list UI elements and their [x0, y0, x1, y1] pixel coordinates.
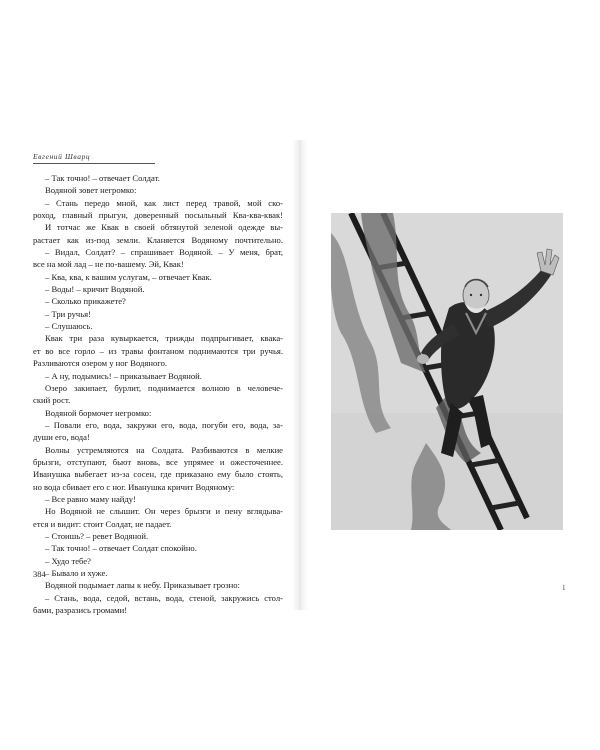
text-line: – Стань, вода, седой, встань, вода, стеной, закружись стол-	[45, 592, 283, 603]
text-line: – Слушаюсь.	[45, 321, 93, 332]
running-head: Евгений Шварц	[33, 152, 91, 161]
text-line: Иванушка выбегает из-за сосен, где приказано ему было стоять,	[33, 469, 283, 480]
text-line: ский рост.	[33, 395, 71, 406]
text-line: Разливаются озером у ног Водяного.	[33, 358, 168, 369]
text-line: бами, разразись громами!	[33, 605, 128, 616]
text-line: брызги, отступают, бьют вновь, все упрямее и ожесточеннее.	[33, 456, 283, 467]
text-line: ется и видит: стоит Солдат, не падает.	[33, 518, 172, 529]
text-line: – Худо тебе?	[45, 555, 91, 566]
text-line: роход, главный прыгун, доверенный посыльный Ква-ква-квак!	[33, 210, 283, 221]
body-text	[33, 172, 283, 616]
illustration-photo	[331, 213, 563, 530]
text-line: – Ква, ква, к вашим услугам, – отвечает Квак.	[45, 271, 212, 282]
running-head-rule	[33, 163, 155, 164]
text-line: растает как из-под земли. Кланяется Водяному почтительно.	[33, 234, 283, 245]
text-line: души его, вода!	[33, 432, 90, 443]
text-line: – Стань передо мной, как лист перед травой, мой ско-	[45, 197, 283, 208]
text-line: Водяной подымает лапы к небу. Приказывает грозно:	[45, 580, 240, 591]
text-line: – Стоишь? – ревет Водяной.	[45, 530, 149, 541]
text-line: И тотчас же Квак в своей обтянутой зеленой одежде вы-	[45, 222, 283, 233]
text-line: но вода сбивает его с ног. Иванушка кричит Водяному:	[33, 481, 235, 492]
text-line: Квак три раза кувыркается, трижды подпрыгивает, квака-	[45, 333, 283, 344]
text-line: ет во все горло – из травы фонтаном поднимаются три ручья.	[33, 345, 283, 356]
right-page-number: 1	[562, 584, 566, 592]
text-line: – А ну, подымись! – приказывает Водяной.	[45, 370, 202, 381]
text-line: – Сколько прикажете?	[45, 296, 126, 307]
book-gutter-shadow	[292, 140, 308, 610]
text-line: – Видал, Солдат? – спрашивает Водяной. – У меня, брат,	[45, 247, 283, 258]
text-line: Водяной бормочет негромко:	[45, 407, 152, 418]
text-line: – Воды! – кричит Водяной.	[45, 284, 145, 295]
text-line: – Бывало и хуже.	[45, 568, 108, 578]
text-line: – Три ручья!	[45, 308, 91, 319]
text-line: – Так точно! – отвечает Солдат.	[45, 173, 160, 183]
text-line: Но Водяной не слышит. Он через брызги и пену вглядыва-	[45, 506, 283, 517]
text-line: все на мой лад – не по-вашему. Эй, Квак!	[33, 259, 184, 270]
text-line: Озеро закипает, бурлит, поднимается волною в человече-	[45, 382, 283, 393]
text-line: Водяной зовет негромко:	[45, 185, 137, 196]
text-line: – Так точно! – отвечает Солдат спокойно.	[45, 543, 197, 554]
page-number: 384	[33, 569, 46, 579]
text-line: – Повали его, вода, закружи его, вода, погуби его, вода, за-	[45, 419, 283, 430]
photo-drawing	[331, 213, 563, 530]
text-line: Волны устремляются на Солдата. Разбиваются в мелкие	[45, 444, 283, 455]
text-line: – Все равно маму найду!	[45, 493, 136, 504]
